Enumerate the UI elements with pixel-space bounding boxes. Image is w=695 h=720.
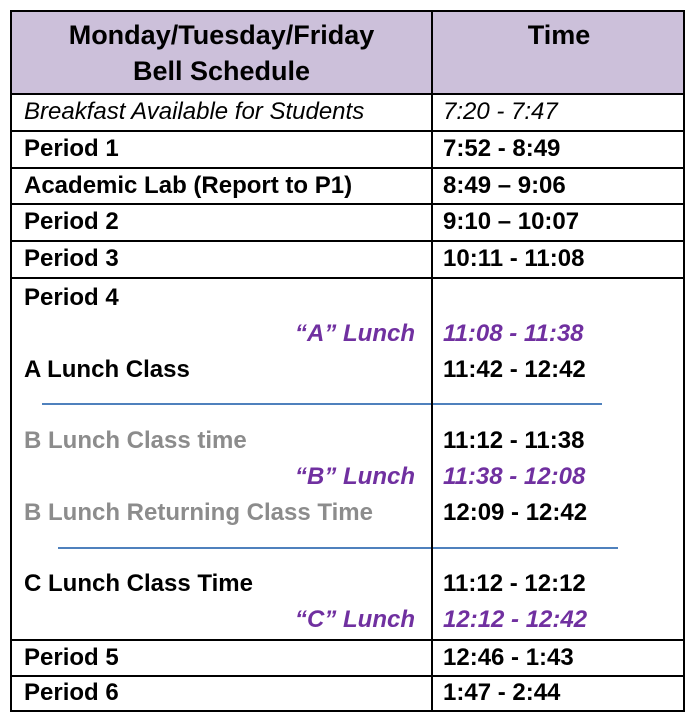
c-lunch-class-time: 11:12 - 12:12	[443, 570, 586, 597]
b-lunch-class-time: 11:12 - 11:38	[443, 427, 585, 454]
a-lunch-time: 11:08 - 11:38	[443, 320, 584, 347]
row-time: 7:20 - 7:47	[443, 98, 558, 125]
a-lunch-class-time: 11:42 - 12:42	[443, 356, 586, 383]
b-c-separator	[58, 547, 618, 549]
b-lunch-return-label: B Lunch Returning Class Time	[24, 499, 373, 526]
table-row	[12, 205, 683, 242]
c-lunch-class-label: C Lunch Class Time	[24, 570, 253, 597]
schedule-title-line2: Bell Schedule	[132, 56, 311, 86]
row-time: 7:52 - 8:49	[443, 135, 561, 162]
c-lunch-label: “C” Lunch	[295, 606, 415, 633]
a-lunch-label: “A” Lunch	[295, 320, 415, 347]
table-header	[12, 12, 683, 95]
table-row	[12, 242, 683, 279]
row-label: Period 1	[24, 135, 119, 162]
row-time: 12:46 - 1:43	[443, 644, 574, 671]
row-label: Period 5	[24, 644, 119, 671]
table-row	[12, 132, 683, 169]
c-lunch-time: 12:12 - 12:42	[443, 606, 588, 633]
schedule-title	[12, 17, 431, 89]
period-4-block	[12, 279, 683, 641]
row-label: Period 3	[24, 245, 119, 272]
table-row	[12, 641, 683, 677]
b-lunch-class-label: B Lunch Class time	[24, 427, 247, 454]
row-label: Academic Lab (Report to P1)	[24, 172, 353, 199]
a-lunch-class-label: A Lunch Class	[24, 356, 190, 383]
table-row	[12, 677, 683, 710]
schedule-title-line1: Monday/Tuesday/Friday	[68, 20, 375, 50]
b-lunch-time: 11:38 - 12:08	[443, 463, 586, 490]
row-label: Period 6	[24, 679, 119, 706]
row-label: Breakfast Available for Students	[24, 98, 365, 125]
period-4-label: Period 4	[24, 284, 119, 311]
b-lunch-return-time: 12:09 - 12:42	[443, 499, 588, 526]
time-column-header: Time	[527, 20, 591, 50]
row-label: Period 2	[24, 208, 119, 235]
a-b-separator	[42, 403, 602, 405]
row-time: 1:47 - 2:44	[443, 679, 561, 706]
bell-schedule-table	[10, 10, 685, 712]
column-divider	[431, 12, 433, 710]
row-time: 8:49 – 9:06	[443, 172, 566, 199]
table-row	[12, 169, 683, 205]
table-row	[12, 95, 683, 132]
b-lunch-label: “B” Lunch	[295, 463, 415, 490]
row-time: 10:11 - 11:08	[443, 245, 585, 272]
row-time: 9:10 – 10:07	[443, 208, 580, 235]
